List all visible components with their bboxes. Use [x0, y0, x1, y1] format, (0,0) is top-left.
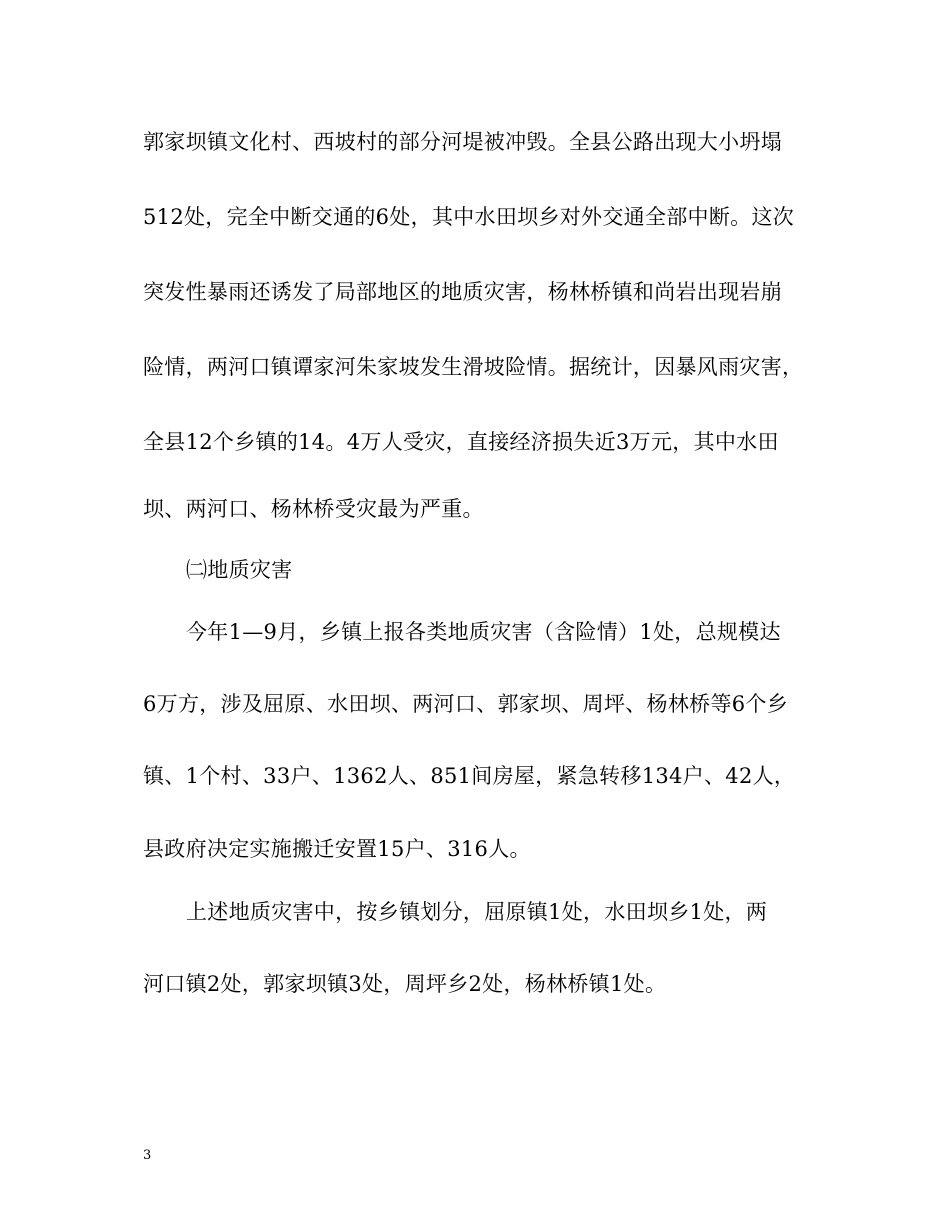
body-text-line: 今年1—9月，乡镇上报各类地质灾害（含险情）1处，总规模达 — [186, 620, 781, 644]
body-text-line: 县政府决定实施搬迁安置15户、316人。 — [143, 837, 531, 861]
body-text-line: 上述地质灾害中，按乡镇划分，屈原镇1处，水田坝乡1处，两 — [186, 900, 768, 924]
body-text-line: 坝、两河口、杨林桥受灾最为严重。 — [143, 497, 484, 521]
body-text-line: 6万方，涉及屈原、水田坝、两河口、郭家坝、周坪、杨林桥等6个乡 — [143, 692, 789, 716]
section-heading: ㈡地质灾害 — [186, 558, 293, 582]
body-text-line: 突发性暴雨还诱发了局部地区的地质灾害，杨林桥镇和尚岩出现岩崩 — [143, 280, 782, 304]
body-text-line: 全县12个乡镇的14。4万人受灾，直接经济损失近3万元，其中水田 — [143, 430, 779, 454]
body-text-line: 郭家坝镇文化村、西坡村的部分河堤被冲毁。全县公路出现大小坍塌 — [143, 130, 782, 154]
page-number: 3 — [143, 1148, 152, 1163]
body-text-line: 险情，两河口镇谭家河朱家坡发生滑坡险情。据统计，因暴风雨灾害， — [143, 355, 804, 379]
body-text-line: 镇、1个村、33户、1362人、851间房屋，紧急转移134户、42人， — [143, 764, 796, 788]
body-text-line: 512处，完全中断交通的6处，其中水田坝乡对外交通全部中断。这次 — [143, 205, 795, 229]
body-text-line: 河口镇2处，郭家坝镇3处，周坪乡2处，杨林桥镇1处。 — [143, 972, 667, 996]
